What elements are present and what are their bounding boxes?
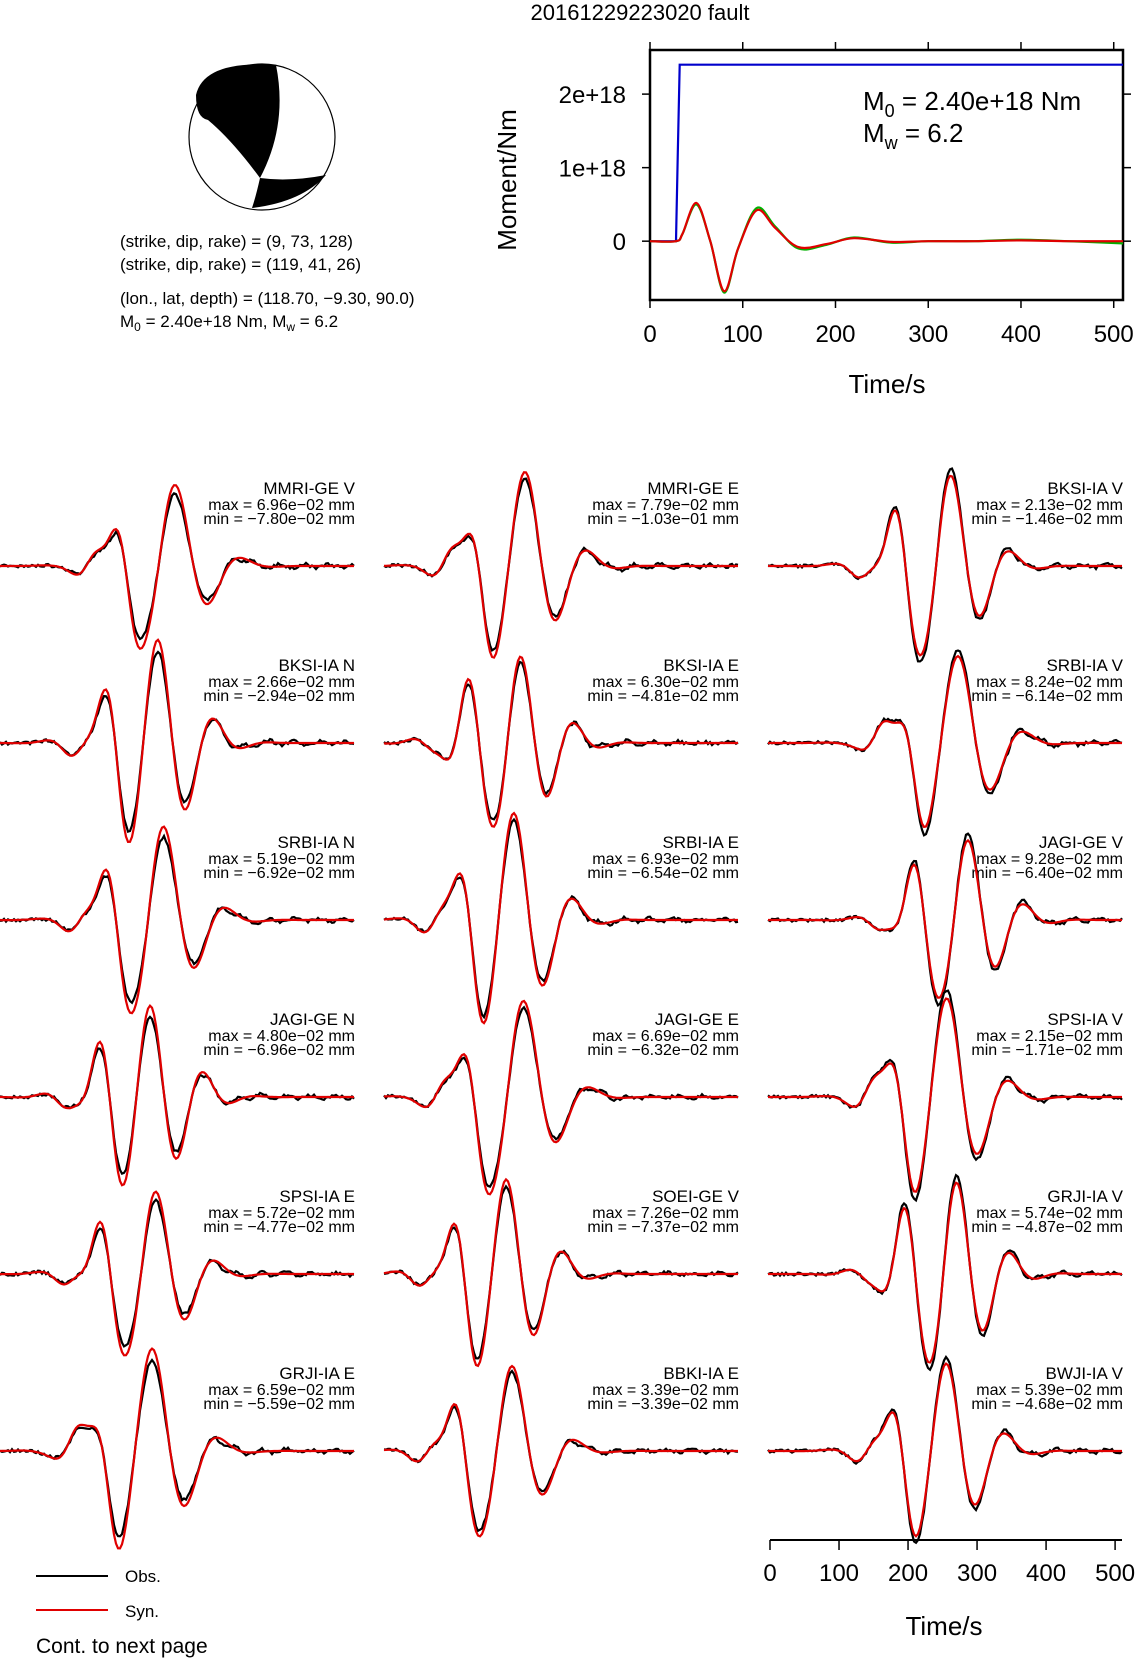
station-label: SRBI-IA E [662, 833, 739, 852]
station-label: BKSI-IA E [663, 656, 739, 675]
min-value-label: min = −3.39e−02 mm [587, 1396, 739, 1413]
moment-xtick-label: 100 [722, 321, 763, 348]
max-value-label: max = 7.79e−02 mm [592, 497, 739, 514]
mechanism-line-1: (strike, dip, rake) = (9, 73, 128) [120, 232, 353, 251]
moment-m0-symbol: M [863, 86, 885, 116]
waveform-panel [0, 1006, 355, 1185]
min-value-label: min = −1.03e−01 mm [587, 511, 739, 528]
station-label: GRJI-IA V [1047, 1187, 1123, 1206]
max-value-label: max = 2.15e−02 mm [976, 1028, 1123, 1045]
waveform-xtick-label: 400 [1026, 1560, 1067, 1587]
station-label: SOEI-GE V [652, 1187, 739, 1206]
waveform-panels [0, 469, 1124, 1549]
waveform-panel [768, 991, 1124, 1201]
waveform-panel [0, 640, 355, 842]
waveform-xtick-label: 500 [1095, 1560, 1136, 1587]
station-label: MMRI-GE V [263, 479, 355, 498]
waveform-panel [384, 656, 739, 827]
moment-mw-label [863, 118, 963, 153]
waveform-panel [0, 827, 355, 1013]
station-label: BKSI-IA V [1047, 479, 1123, 498]
station-label: SPSI-IA V [1047, 1010, 1123, 1029]
waveform-time-axis [763, 1540, 1135, 1641]
station-label: BWJI-IA V [1045, 1364, 1123, 1383]
moment-ylabel: Moment/Nm [492, 109, 522, 251]
footer-note: Cont. to next page [36, 1635, 208, 1658]
mw-value-text: = 6.2 [295, 312, 339, 331]
max-value-label: max = 2.13e−02 mm [976, 497, 1123, 514]
mechanism-line-4 [120, 312, 338, 334]
min-value-label: min = −6.96e−02 mm [203, 1042, 355, 1059]
moment-xtick-label: 400 [1000, 321, 1042, 348]
max-value-label: max = 2.66e−02 mm [208, 674, 355, 691]
waveform-panel [768, 651, 1124, 836]
max-value-label: max = 6.69e−02 mm [592, 1028, 739, 1045]
waveform-panel [768, 469, 1124, 662]
moment-rate-curve-b [650, 203, 1123, 291]
min-value-label: min = −5.59e−02 mm [203, 1396, 355, 1413]
moment-ytick-label: 2e+18 [558, 82, 626, 110]
max-value-label: max = 9.28e−02 mm [976, 851, 1123, 868]
min-value-label: min = −4.77e−02 mm [203, 1219, 355, 1236]
waveform-xtick-label: 100 [818, 1560, 860, 1587]
station-label: MMRI-GE E [647, 479, 739, 498]
station-label: SPSI-IA E [279, 1187, 355, 1206]
moment-xtick-label: 200 [815, 321, 856, 348]
legend [36, 1567, 161, 1621]
page-title: 20161229223020 fault [530, 0, 750, 25]
beachball [189, 64, 335, 210]
station-label: BBKI-IA E [663, 1364, 739, 1383]
min-value-label: min = −7.37e−02 mm [587, 1219, 739, 1236]
min-value-label: min = −1.46e−02 mm [971, 511, 1123, 528]
min-value-label: min = −4.87e−02 mm [971, 1219, 1123, 1236]
moment-rate-curve-a [650, 204, 1123, 292]
waveform-panel [384, 472, 739, 657]
legend-syn-label: Syn. [125, 1602, 160, 1621]
waveform-xlabel: Time/s [905, 1611, 983, 1641]
station-label: BKSI-IA N [278, 656, 355, 675]
waveform-panel [768, 833, 1124, 1005]
waveform-panel [384, 1001, 739, 1194]
max-value-label: max = 5.19e−02 mm [208, 851, 355, 868]
waveform-panel [0, 1187, 355, 1355]
moment-xtick-label: 0 [643, 321, 657, 348]
moment-mw-symbol: M [863, 118, 885, 148]
max-value-label: max = 7.26e−02 mm [592, 1205, 739, 1222]
moment-m0-subscript: 0 [884, 101, 895, 121]
moment-xtick-label: 500 [1093, 321, 1134, 348]
station-label: SRBI-IA N [277, 833, 355, 852]
m0-subscript: 0 [134, 320, 141, 334]
min-value-label: min = −6.14e−02 mm [971, 688, 1123, 705]
min-value-label: min = −1.71e−02 mm [971, 1042, 1123, 1059]
station-label: SRBI-IA V [1046, 656, 1123, 675]
min-value-label: min = −6.54e−02 mm [587, 865, 739, 882]
moment-ytick-label: 1e+18 [558, 155, 626, 183]
max-value-label: max = 5.39e−02 mm [976, 1382, 1123, 1399]
m0-symbol: M [120, 312, 135, 331]
station-label: JAGI-GE E [654, 1010, 739, 1029]
moment-m0-value: = 2.40e+18 Nm [894, 86, 1082, 116]
moment-mw-value: = 6.2 [897, 118, 964, 148]
moment-xlabel: Time/s [848, 369, 926, 399]
min-value-label: min = −2.94e−02 mm [203, 688, 355, 705]
waveform-panel [384, 813, 739, 1023]
min-value-label: min = −6.92e−02 mm [203, 865, 355, 882]
moment-m0-label [863, 86, 1081, 121]
waveform-panel [384, 1179, 740, 1365]
waveform-panel [0, 1349, 355, 1549]
min-value-label: min = −7.80e−02 mm [203, 511, 355, 528]
min-value-label: min = −4.68e−02 mm [971, 1396, 1123, 1413]
max-value-label: max = 5.74e−02 mm [976, 1205, 1123, 1222]
waveform-panel [384, 1364, 739, 1536]
m0-mw-text: = 2.40e+18 Nm, M [140, 312, 287, 331]
station-label: JAGI-GE V [1038, 833, 1123, 852]
max-value-label: max = 6.59e−02 mm [208, 1382, 355, 1399]
max-value-label: max = 3.39e−02 mm [592, 1382, 739, 1399]
moment-mw-subscript: w [884, 133, 898, 153]
moment-chart [492, 42, 1134, 399]
max-value-label: max = 6.96e−02 mm [208, 497, 355, 514]
legend-obs-label: Obs. [125, 1567, 161, 1586]
moment-xtick-label: 300 [908, 321, 949, 348]
waveform-panel [0, 479, 356, 649]
max-value-label: max = 5.72e−02 mm [208, 1205, 355, 1222]
mechanism-line-3: (lon., lat, depth) = (118.70, −9.30, 90.0) [120, 289, 415, 308]
station-label: GRJI-IA E [279, 1364, 355, 1383]
waveform-panel [768, 1357, 1124, 1543]
waveform-panel [768, 1175, 1124, 1370]
mechanism-line-2: (strike, dip, rake) = (119, 41, 26) [120, 255, 362, 274]
max-value-label: max = 4.80e−02 mm [208, 1028, 355, 1045]
min-value-label: min = −4.81e−02 mm [587, 688, 739, 705]
station-label: JAGI-GE N [269, 1010, 355, 1029]
max-value-label: max = 6.93e−02 mm [592, 851, 739, 868]
max-value-label: max = 6.30e−02 mm [592, 674, 739, 691]
moment-ytick-label: 0 [612, 229, 626, 257]
waveform-xtick-label: 200 [888, 1560, 929, 1587]
waveform-xtick-label: 0 [763, 1560, 777, 1587]
mechanism-info [120, 232, 415, 334]
min-value-label: min = −6.32e−02 mm [587, 1042, 739, 1059]
mw-subscript: w [286, 320, 296, 334]
waveform-xtick-label: 300 [957, 1560, 998, 1587]
min-value-label: min = −6.40e−02 mm [971, 865, 1123, 882]
max-value-label: max = 8.24e−02 mm [976, 674, 1123, 691]
